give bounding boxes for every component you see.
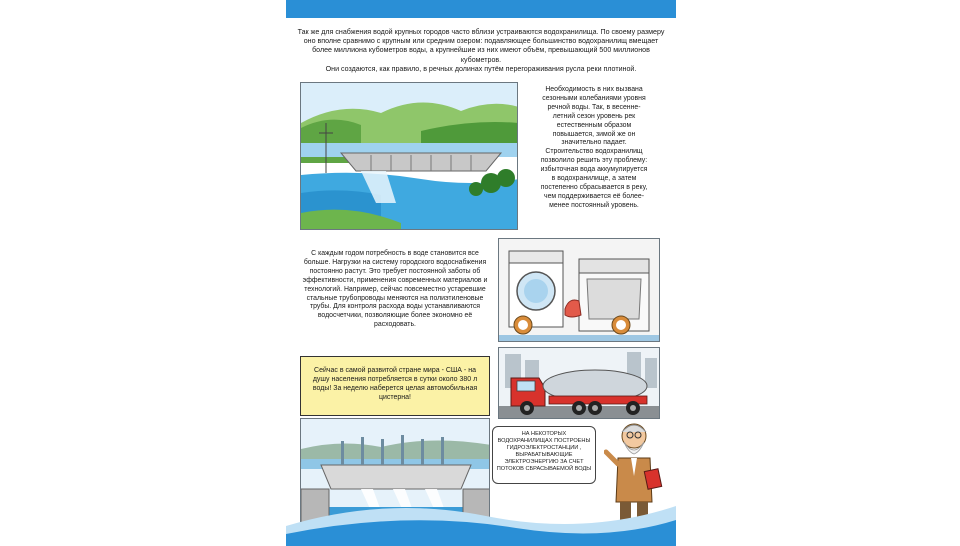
professor-speech-bubble: НА НЕКОТОРЫХ ВОДОХРАНИЛИЩАХ ПОСТРОЕНЫ ГИДРОЭЛЕКТРОСТАНЦИИ , ВЫРАБАТЫВАЮЩИЕ ЭЛЕКТРОЭНЕРГИЮ ЗА СЧЕТ ПОТОКОВ СБРАСЫВАЕМОЙ ВОДЫ [492,426,596,484]
water-tanker-illustration [498,347,660,419]
bottom-wave-decoration [286,486,676,546]
reservoir-explanation: Необходимость в них вызвана сезонными колебаниями уровня речной воды. Так, в весенне-летний сезон уровень рек естественным образом повышается, зимой же он значительно падает. Строительство водохранилищ позволило решить эту проблему: избыточная вода аккумулируется в водохранилище, а затем постепенно сбрасывается в реку, чем поддерживается её более-менее постоянный уровень. [540,86,648,209]
appliances-illustration [498,238,660,342]
dam-illustration [300,82,518,230]
intro-paragraph-1: Так же для снабжения водой крупных городов часто вблизи устраиваются водохранилища. По своему размеру оно вполне сравнимо с крупным или средним озером: подавляющее большинство водохранилищ вмещает более миллиона кубометров воды, а крупнейшие из них имеют объём, превышающий 500 миллионов кубометров. [297,28,665,64]
top-blue-bar [286,0,676,18]
intro-paragraph-2: Они создаются, как правило, в речных долинах путём перегораживания русла реки плотиной. [325,64,637,73]
poster-page [286,0,676,546]
intro-text [296,28,666,74]
water-demand-text: С каждым годом потребность в воде становится все больше. Нагрузки на систему городского водоснабжения постоянно растут. Это требует постоянной заботы об эффективности, применения современных материалов и технологий. Например, сейчас повсеместно устаревшие стальные трубопроводы меняются на полиэтиленовые трубы. Для контроля расхода воды устанавливаются водосчетчики, позволяющие более экономно её расходовать. [302,250,488,329]
usa-water-callout: Сейчас в самой развитой стране мира - США - на душу населения потребляется в сутки около 380 л воды! За неделю наберется целая автомобильная цистерна! [300,356,490,416]
